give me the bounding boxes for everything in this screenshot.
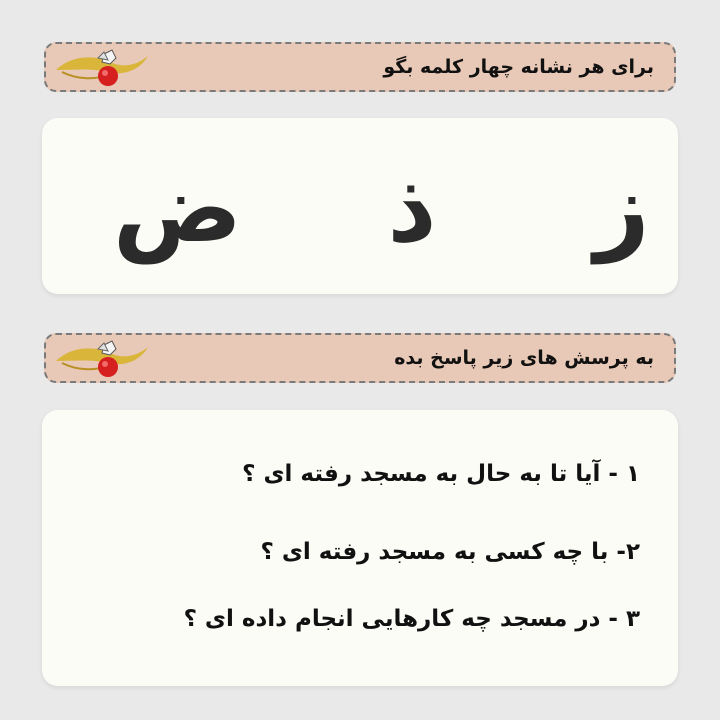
letter-zal: ذ: [387, 152, 437, 264]
instruction-banner-2: [44, 333, 676, 383]
letters-card: [42, 118, 678, 294]
letter-zeh: ز: [594, 152, 650, 264]
flower-ornament-icon: [52, 337, 152, 383]
instruction-title-1: برای هر نشانه چهار کلمه بگو: [383, 56, 654, 78]
question-1: ۱ - آیا تا به حال به مسجد رفته ای ؟: [242, 461, 640, 487]
question-3: ۳ - در مسجد چه کارهایی انجام داده ای ؟: [183, 606, 640, 632]
question-2: ۲- با چه کسی به مسجد رفته ای ؟: [260, 539, 640, 565]
letter-zad: ض: [112, 152, 242, 264]
questions-card: [42, 410, 678, 686]
instruction-banner-1: [44, 42, 676, 92]
flower-ornament-icon: [52, 46, 152, 92]
instruction-title-2: به پرسش های زیر پاسخ بده: [394, 347, 654, 369]
